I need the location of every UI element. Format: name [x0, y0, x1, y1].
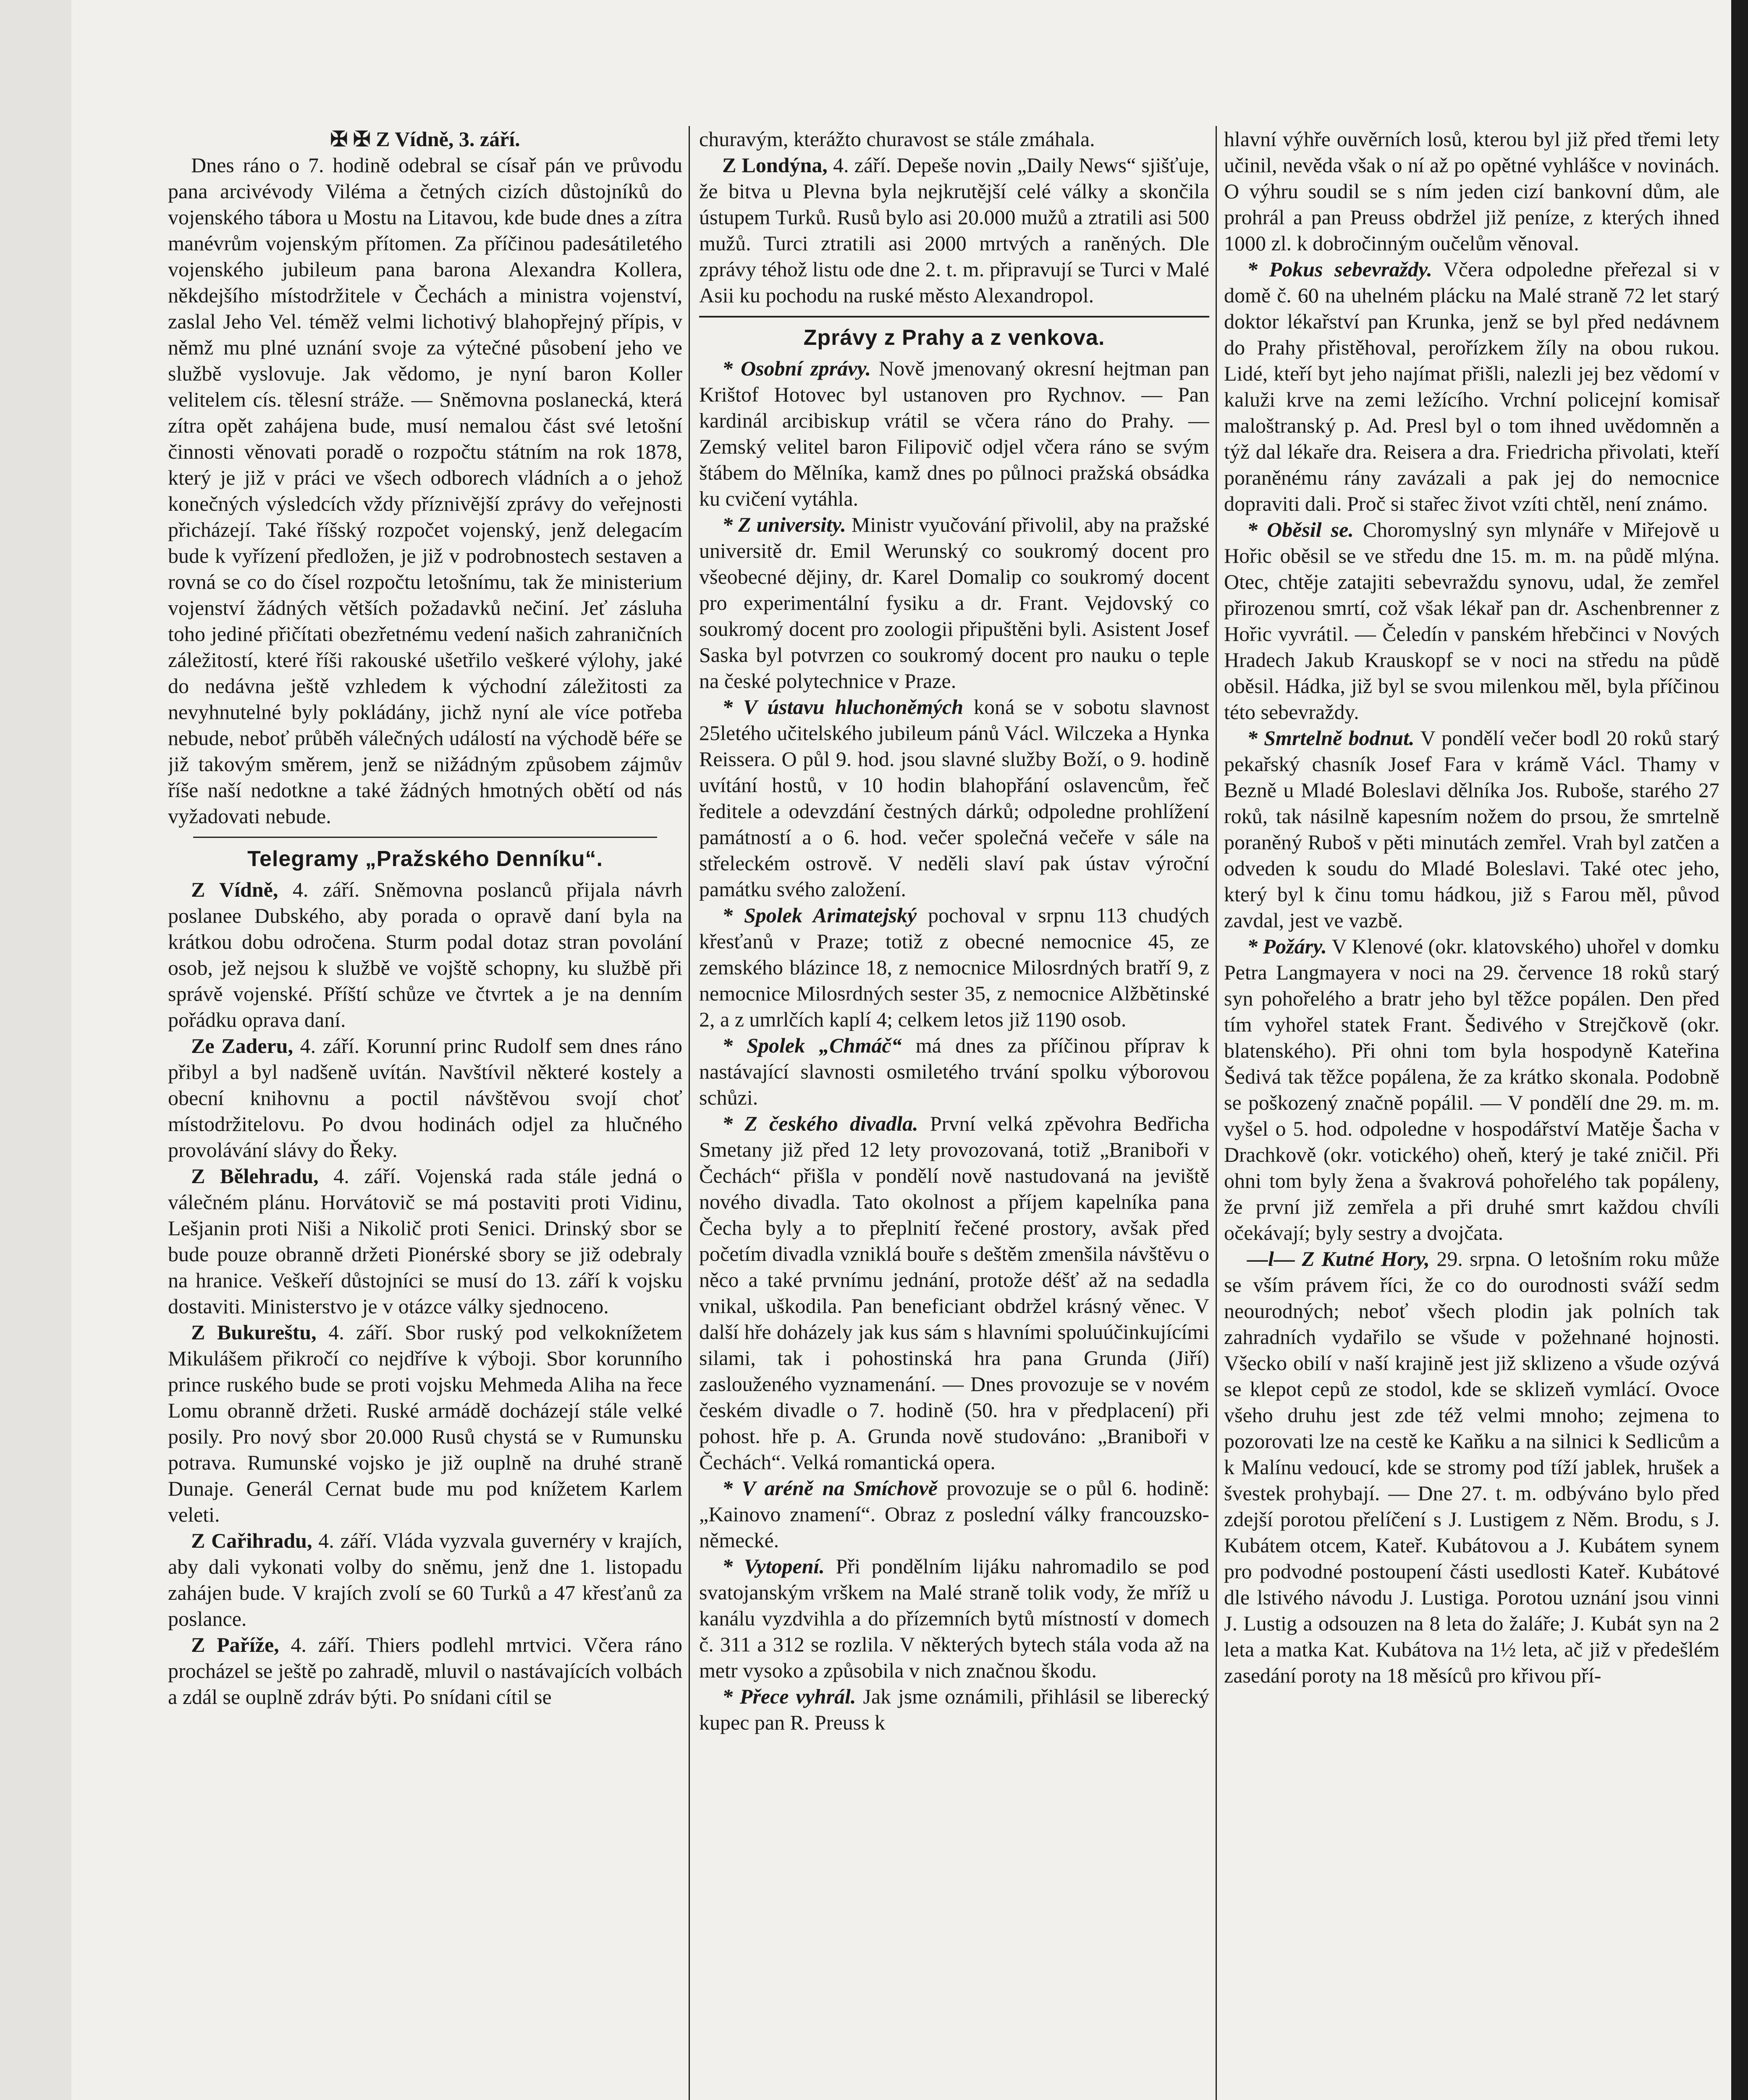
continued-text: hlavní výhře ouvěrních losů, kterou byl již před třemi lety učinil, nevěda však o ní až po opětné vyhlášce v novinách. O výhru soudil se s ním jeden cizí bankovní dům, ale prohrál a pan Preuss obdržel již peníze, z kterých ihned 1000 zl. k dobročinným oučelům věnoval.	[1224, 127, 1719, 255]
news-item: * Smrtelně bodnut. V pondělí večer bodl 20 roků starý pekařský chasník Josef Fara v krámě Václ. Thamy v Bezně u Mladé Boleslavi dělníka Jos. Ruboše, starého 27 roků, tak násilně kapesním nožem do prsou, že smrtelně poraněný Ruboš v pěti minutách zemřel. Vrah byl zatčen a odveden k soudu do Mladé Boleslavi. Také otec jeho, který byl k činu tomu hádkou, již s Farou měl, původ zavdal, jest ve vazbě.	[1224, 726, 1719, 932]
news-item: * Vytopení. Při pondělním lijáku nahromadilo se pod svatojanským vrškem na Malé straně tolik vody, že mříž u kanálu vyzdvihla a do přízemních bytů místností v domech č. 311 a 312 se rozlila. V některých bytech stála voda až na metr vysoko a způsobila v nich značnou škodu.	[699, 1554, 1209, 1682]
column-3	[1224, 126, 1719, 2100]
continued-text: churavým, kterážto churavost se stále zmáhala.	[699, 127, 1095, 151]
column-rule-2	[1216, 126, 1217, 2100]
column-1	[168, 126, 682, 2100]
news-item: * Spolek „Chmáč“ má dnes za příčinou příprav k nastávající slavnosti osmiletého trvání spolku výborovou schůzi.	[699, 1034, 1209, 1109]
scan-right-border	[1731, 0, 1748, 2100]
telegram-item: Ze Zaderu, 4. září. Korunní princ Rudolf sem dnes ráno přibyl a byl nadšeně uvítán. Navštívil některé kostely a obecní knihovnu a poctil návštěvou svojí choť místodržitelovu. Po dvou hodinách odjel za hlučného provolávání slávy do Řeky.	[168, 1034, 682, 1162]
vienna-report-heading: ✠ ✠ Z Vídně, 3. září.	[330, 127, 520, 151]
news-item: * Z university. Ministr vyučování přivolil, aby na pražské universitě dr. Emil Werunský co soukromý docent pro všeobecné dějiny, dr. Karel Domalip co soukromý docent pro experimentální fysiku a dr. Frant. Vejdovský co soukromý docent pro zoologii připuštěni byli. Asistent Josef Saska byl potvrzen co soukromý docent pro nauku o teple na české polytechnice v Praze.	[699, 513, 1209, 693]
column-rule-1	[689, 126, 690, 2100]
news-item: * Oběsil se. Choromyslný syn mlynáře v Miřejově u Hořic oběsil se ve středu dne 15. m. m. na půdě mlýna. Otec, chtěje zatajiti sebevraždu synovu, udal, že zemřel přirozenou smrtí, což však lékař pan dr. Aschenbrenner z Hořic vyvrátil. — Čeledín v panském hřebčinci v Nových Hradech Jakub Krauskopf se v noci na středu na půdě oběsil. Hádka, již byl se svou milenkou měl, byla příčinou této sebevraždy.	[1224, 518, 1719, 724]
news-item: —l— Z Kutné Hory, 29. srpna. O letošním roku může se vším právem říci, že co do ourodnosti sváží sedm neourodných; neboť všech plodin jak polních tak zahradních vydařilo se všude v požehnané hojnosti. Všecko obilí v naší krajině jest již sklizeno a všude ozývá se klepot cepů ze stodol, kde se sklizeň vymlácí. Ovoce všeho druhu jest zde též velmi mnoho; zejmena to pozorovati lze na cestě ke Kaňku a na silnici k Sedlicům a k Malínu vedoucí, kde se stromy pod tíží jablek, hrušek a švestek prohybají. — Dne 27. t. m. odbýváno bylo před zdejší porotou přelíčení s J. Lustigem z Něm. Brodu, s J. Kubátem otcem, Kateř. Kubátovou a J. Kubátem synem pro podvodné postoupení části usedlosti Kateř. Kubátové dle lstivého návodu J. Lustiga. Porotou uznání jsou vinni J. Lustig a odsouzen na 8 leta do žaláře; J. Kubát syn na 2 leta a matka Kat. Kubátova na 1½ leta, ač již v předešlém zasedání poroty na 18 měsíců pro křivou pří-	[1224, 1247, 1719, 1687]
news-item-list	[1224, 256, 1719, 1688]
news-item-list	[699, 355, 1209, 1735]
news-item: * Přece vyhrál. Jak jsme oznámili, přihlásil se liberecký kupec pan R. Preuss k	[699, 1685, 1209, 1734]
telegram-item: Z Bukureštu, 4. září. Sbor ruský pod velkoknížetem Mikulášem přikročí co nejdříve k výboji. Sbor korunního prince ruského bude se proti vojsku Mehmeda Aliha na řece Lomu obranně držeti. Ruské armádě docházejí stále velké posily. Pro nový sbor 20.000 Rusů chystá se v Rumunsku potrava. Rumunské vojsko je již ouplně na druhé straně Dunaje. Generál Cernat bude mu pod knížetem Karlem veleti.	[168, 1320, 682, 1526]
news-item: * V ústavu hluchoněmých koná se v sobotu slavnost 25letého učitelského jubileum pánů Václ. Wilczeka a Hynka Reissera. O půl 9. hod. jsou slavné služby Boží, o 9. hodině uvítání hostů, v 10 hodin blahopřání oslavencům, řeč ředitele a odevzdání čestných dárků; odpoledne prohlížení památností a o 6. hod. večer společná večeře v sále na střeleckém ostrově. V neděli slaví pak ústav výroční památku svého založení.	[699, 695, 1209, 901]
news-item: * Spolek Arimatejský pochoval v srpnu 113 chudých křesťanů v Praze; totiž z obecné nemocnice 45, ze zemského blázince 18, z nemocnice Milosrdných bratří 9, z nemocnice Milosrdných sester 35, z nemocnice Alžbětinské 2, a z umrlčích kaplí 4; celkem letos již 1190 osob.	[699, 903, 1209, 1031]
news-item: * V aréně na Smíchově provozuje se o půl 6. hodině: „Kainovo znamení“. Obraz z poslední války francouzsko-německé.	[699, 1476, 1209, 1552]
telegram-list	[168, 877, 682, 1710]
news-item: * Z českého divadla. První velká zpěvohra Bedřicha Smetany již před 12 lety provozovaná, totiž „Braniboři v Čechách“ přišla v pondělí nově nastudovaná na jeviště nového divadla. Tato okolnost a příjem kapelníka pana Čecha byly a to přeplnití řečené prostory, avšak před početím divadla vzniklá bouře s deštěm zmenšila návštěvu o něco a také prvnímu jednání, protože déšť až na sedadla vnikal, uškodila. Pan beneficiant obdržel krásný věnec. V další hře doházely jak kus sám s hlavními spoluúčinkujícími silami, tak i pohostinská hra pana Grunda (Jiří) zaslouženého vyznamenání. — Dnes provozuje se v novém českém divadle o 7. hodině (50. hra v předplacení) při pohost. hře p. A. Grunda nově studováno: „Braniboři v Čechách“. Velká romantická opera.	[699, 1112, 1209, 1474]
news-item: * Osobní zprávy. Nově jmenovaný okresní hejtman pan Krištof Hotovec byl ustanoven pro Rychnov. — Pan kardinál arcibiskup vrátil se včera ráno do Prahy. — Zemský velitel baron Filipovič odjel včera ráno se svým štábem do Mělníka, kamž dnes po půlnoci pražská obsádka ku cvičení vytáhla.	[699, 357, 1209, 510]
london-telegram: Z Londýna, 4. září. Depeše novin „Daily News“ sjišťuje, že bitva u Plevna byla nejkrutější celé války a skončila ústupem Turků. Rusů bylo asi 20.000 mužů a ztratili asi 500 mužů. Turci ztratili asi 2000 mrtvých a raněných. Dle zprávy téhož listu ode dne 2. t. m. připravují se Turci v Malé Asii ku pochodu na ruské město Alexandropol.	[699, 153, 1209, 307]
vienna-report-body: Dnes ráno o 7. hodině odebral se císař pán ve průvodu pana arcivévody Viléma a četných cizích důstojníků do vojenského tábora u Mostu na Litavou, kde bude dnes a zítra manévrům vojenským přítomen. Za příčinou padesátiletého vojenského jubileum pana barona Alexandra Kollera, někdejšího místodržitele v Čechách a ministra vojenství, zaslal Jeho Vel. téměž velmi lichotivý blahopřejný přípis, v němž mu plné uznání svoje za výtečné působení jeho ve službě vyslovuje. Jak vědomo, je nyní baron Koller velitelem cís. tělesní stráže. — Sněmovna poslanecká, která zítra opět zahájena bude, musí nemalou část své letošní činnosti věnovati poradě o rozpočtu státním na rok 1878, který je již v práci ve všech odborech vládních a o jehož konečných výsledcích vždy příznivější zprávy do veřejnosti přicházejí. Také říšský rozpočet vojenský, jenž delegacím bude k vyřízení předložen, je již v podrobnostech sestaven a rovná se co do čísel rozpočtu letošnímu, tak že ministerium vojenství žádných větších požadavků nečiní. Jeť zásluha toho jediné přičítati obezřetnému vedení našich zahraničních záležitostí, které říši rakouské ušetřilo veškeré výlohy, jaké do nedávna ještě vzhledem k východní záležitosti za nevyhnutelné byly pokládány, jichž nyní ale více potřeba nebude, neboť průběh válečných událostí na východě béře se již takovým směrem, jenž se nižádným způsobem zájmův říše naší nedotkne a také žádných hmotných obětí od nás vyžadovati nebude.	[168, 153, 682, 828]
section-divider	[193, 837, 657, 838]
column-2	[699, 126, 1209, 2100]
news-item: * Požáry. V Klenové (okr. klatovského) uhořel v domku Petra Langmayera v noci na 29. července 18 roků starý syn pohořelého a bratr jeho byl těžce popálen. Den před tím vyhořel statek Frant. Šedivého v Strejčkově (okr. blatenského). Při ohni tom byla hospodyně Kateřina Šedivá tak těžce popálena, že za krátko skonala. Podobně se poškozený značně popálil. — V pondělí dne 29. m. m. vyšel o 5. hod. odpoledne v hospodářství Matěje Šacha v Drachkově (okr. votického) oheň, který je také zničil. Při ohni tom byly žena a švakrová pohořelého tak popáleny, že první již zemřela a při druhé smrt každou chvíli očekávají; byly sestry a dvojčata.	[1224, 934, 1719, 1244]
telegram-item: Z Vídně, 4. září. Sněmovna poslanců přijala návrh poslanee Dubského, aby porada o opravě daní byla na krátkou dobu odročena. Sturm podal dotaz stran povolání osob, jež nejsou k službě ve vojště schopny, ku službě při správě vojenské. Příští schůze ve čtvrtek a je na denním pořádku oprava daní.	[168, 878, 682, 1032]
telegrams-section-title: Telegramy „Pražského Denníku“.	[247, 847, 603, 871]
telegram-item: Z Paříže, 4. září. Thiers podlehl mrtvici. Včera ráno procházel se ještě po zahradě, mluvil o nastávajících volbách a zdál se ouplně zdráv býti. Po snídani cítil se	[168, 1633, 682, 1709]
prague-news-section-title: Zprávy z Prahy a z venkova.	[699, 316, 1209, 351]
scan-left-margin	[0, 0, 71, 2100]
telegram-item: Z Bělehradu, 4. září. Vojenská rada stále jedná o válečném plánu. Horvátovič se má postaviti proti Vidinu, Lešjanin proti Niši a Nikolič proti Senici. Drinský sbor se bude pouze obranně držeti Pionérské sbory se již odebraly na hranice. Veškeří důstojníci se musí do 13. září k vojsku dostaviti. Ministerstvo je v otázce války sjednoceno.	[168, 1164, 682, 1318]
telegram-item: Z Cařihradu, 4. září. Vláda vyzvala guvernéry v krajích, aby dali vykonati volby do sněmu, jenž dne 1. listopadu zahájen bude. V krajích zvolí se 60 Turků a 47 křesťanů za poslance.	[168, 1529, 682, 1630]
news-item: * Pokus sebevraždy. Včera odpoledne přeřezal si v domě č. 60 na uhelném plácku na Malé straně 72 let starý doktor lékařství pan Krunka, jenž se byl před nedávnem do Prahy přistěhoval, perořízkem žíly na obou rukou. Lidé, kteří byt jeho najímat přišli, nalezli jej bez vědomí v kaluži krve na zemi ležícího. Vrchní policejní komisař maloštranský p. Ad. Presl byl o tom ihned uvědomněn a týž dal lékaře dra. Reisera a dra. Friedricha přivolati, kteří poraněnému rány zavázali a pak jej do nemocnice dopraviti dali. Proč si stařec život vzíti chtěl, není známo.	[1224, 257, 1719, 515]
